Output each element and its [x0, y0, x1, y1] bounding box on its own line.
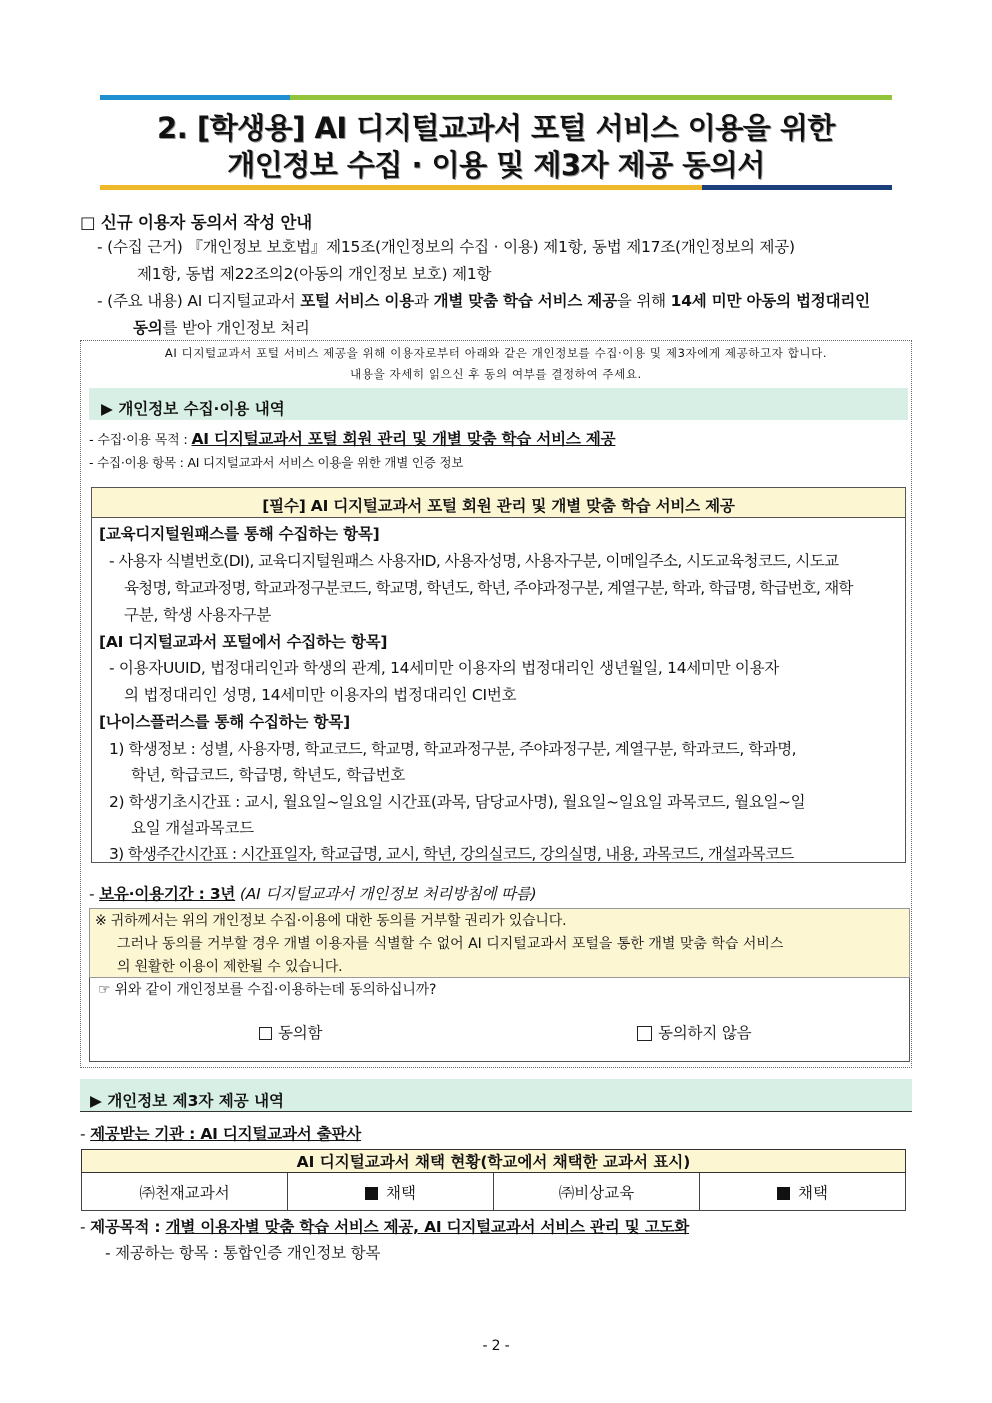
third-party-heading — [80, 1079, 912, 1112]
guide-content-b3: 14세 미만 아동의 법정대리인 — [670, 292, 870, 310]
agree-option[interactable] — [259, 1021, 322, 1043]
guide-content-2 — [133, 316, 310, 338]
guide-content-mid1: 과 — [414, 292, 434, 310]
title-top-bar-green — [290, 95, 892, 100]
guide-content-b2: 개별 맞춤 학습 서비스 제공 — [433, 292, 617, 310]
publisher1-cell: ㈜천재교과서 — [82, 1173, 288, 1211]
notice-line2: 그러나 동의를 거부할 경우 개별 이용자를 식별할 수 없어 AI 디지털교과서 포털을 통한 개별 맞춤 학습 서비스 — [117, 936, 784, 952]
sec3-item1a: 1) 학생정보 : 성별, 사용자명, 학교코드, 학교명, 학교과정구분, 주야과정구분, 계열구분, 학과코드, 학과명, — [109, 740, 797, 758]
notice-line1: ※ 귀하께서는 위의 개인정보 수집·이용에 대한 동의를 거부할 권리가 있습니다. — [95, 913, 567, 929]
adoption-table-header-row — [82, 1150, 906, 1173]
guide-basis-2: 제1항, 동법 제22조의2(아동의 개인정보 보호) 제1항 — [137, 265, 492, 283]
recipient-prefix: - — [80, 1125, 91, 1143]
adoption-table — [81, 1149, 906, 1211]
recipient-bold: 제공받는 기관 : AI 디지털교과서 출판사 — [90, 1125, 362, 1143]
provide-items-line: - 제공하는 항목 : 통합인증 개인정보 항목 — [105, 1244, 381, 1262]
sec1-line3: 구분, 학생 사용자구분 — [124, 606, 272, 624]
sec2-line2: 의 법정대리인 성명, 14세미만 이용자의 법정대리인 CI번호 — [124, 686, 517, 704]
sec3-title: [나이스플러스를 통해 수집하는 항목] — [99, 713, 350, 731]
guide-content-1 — [97, 289, 870, 311]
status1-label: 채택 — [386, 1183, 416, 1202]
retention-bold: 보유·이용기간 : 3년 — [99, 885, 236, 903]
provide-purpose-label: 제공목적 : — [90, 1218, 166, 1236]
purpose-value: AI 디지털교과서 포털 회원 관리 및 개별 맞춤 학습 서비스 제공 — [191, 430, 616, 448]
sec1-line1: - 사용자 식별번호(DI), 교육디지털원패스 사용자ID, 사용자성명, 사용자구분, 이메일주소, 시도교육청코드, 시도교 — [109, 552, 839, 570]
agree-label: 동의함 — [278, 1024, 323, 1042]
purpose-line — [89, 427, 615, 449]
disagree-checkbox[interactable] — [637, 1026, 652, 1041]
guide-content-b4: 동의 — [133, 319, 163, 337]
form-intro-1: AI 디지털교과서 포털 서비스 제공을 위해 이용자로부터 아래와 같은 개인정보를 수집·이용 및 제3자에게 제공하고자 합니다. — [164, 346, 828, 360]
provide-purpose-line — [80, 1215, 689, 1237]
provide-purpose-value: 개별 이용자별 맞춤 학습 서비스 제공, AI 디지털교과서 서비스 관리 및 고도화 — [165, 1218, 690, 1236]
retention-italic: (AI 디지털교과서 개인정보 처리방침에 따름) — [235, 885, 537, 903]
purpose-label: - 수집·이용 목적 : — [89, 433, 192, 448]
third-party-heading-text: ▶ 개인정보 제3자 제공 내역 — [90, 1092, 285, 1110]
title-bottom-bar-navy — [702, 185, 892, 190]
guide-heading: □ 신규 이용자 동의서 작성 안내 — [80, 213, 312, 232]
guide-basis-1: - (수집 근거) 『개인정보 보호법』제15조(개인정보의 수집 · 이용) 제1항, 동법 제17조(개인정보의 제공) — [97, 238, 795, 256]
page-title-line1: 2. [학생용] AI 디지털교과서 포털 서비스 이용을 위한 — [157, 111, 835, 145]
guide-content-prefix: - (주요 내용) AI 디지털교과서 — [97, 292, 301, 310]
sec3-item1b: 학년, 학급코드, 학급명, 학년도, 학급번호 — [131, 766, 406, 784]
adopt-marker-1 — [365, 1187, 378, 1200]
sec2-line1: - 이용자UUID, 법정대리인과 학생의 관계, 14세미만 이용자의 법정대리인 생년월일, 14세미만 이용자 — [109, 659, 779, 677]
provide-purpose-prefix: - — [80, 1218, 91, 1236]
agree-checkbox[interactable] — [259, 1027, 272, 1040]
guide-content-b1: 포털 서비스 이용 — [300, 292, 415, 310]
agree-question: ☞ 위와 같이 개인정보를 수집·이용하는데 동의하십니까? — [98, 982, 437, 998]
retention-prefix: - — [89, 885, 100, 903]
form-intro-2: 내용을 자세히 읽으신 후 동의 여부를 결정하여 주세요. — [350, 367, 642, 381]
sec3-item2b: 요일 개설과목코드 — [131, 819, 254, 837]
disagree-option[interactable] — [637, 1021, 751, 1043]
title-bottom-bar-yellow — [100, 185, 702, 190]
status1-cell — [288, 1173, 494, 1211]
guide-content-suffix: 를 받아 개인정보 처리 — [162, 319, 310, 337]
adoption-table-row — [82, 1173, 906, 1211]
title-top-bar-blue — [100, 95, 290, 100]
disagree-label: 동의하지 않음 — [658, 1024, 752, 1042]
sec1-title: [교육디지털원패스를 통해 수집하는 항목] — [99, 525, 380, 543]
status2-label: 채택 — [798, 1183, 828, 1202]
notice-line3: 의 원활한 이용이 제한될 수 있습니다. — [117, 959, 343, 975]
publisher2-cell: ㈜비상교육 — [494, 1173, 700, 1211]
collect-heading-text: ▶ 개인정보 수집·이용 내역 — [101, 400, 285, 418]
guide-content-mid2: 을 위해 — [616, 292, 671, 310]
sec3-item2a: 2) 학생기초시간표 : 교시, 월요일~일요일 시간표(과목, 담당교사명), 월요일~일요일 과목코드, 월요일~일 — [109, 793, 806, 811]
status2-cell — [700, 1173, 906, 1211]
sec1-line2: 육청명, 학교과정명, 학교과정구분코드, 학교명, 학년도, 학년, 주야과정구분, 계열구분, 학과, 학급명, 학급번호, 재학 — [124, 579, 853, 597]
recipient-line — [80, 1122, 361, 1144]
collect-heading — [89, 388, 908, 420]
adoption-table-title: AI 디지털교과서 채택 현황(학교에서 채택한 교과서 표시) — [82, 1150, 906, 1173]
sec2-title: [AI 디지털교과서 포털에서 수집하는 항목] — [99, 633, 388, 651]
retention-line — [89, 882, 536, 904]
adopt-marker-2 — [777, 1187, 790, 1200]
sec3-item3: 3) 학생주간시간표 : 시간표일자, 학교급명, 교시, 학년, 강의실코드, 강의실명, 내용, 과목코드, 개설과목코드 — [109, 845, 794, 863]
items-line: - 수집·이용 항목 : AI 디지털교과서 서비스 이용을 위한 개별 인증 정보 — [89, 455, 464, 470]
required-title: [필수] AI 디지털교과서 포털 회원 관리 및 개별 맞춤 학습 서비스 제공 — [262, 497, 735, 515]
page-number: - 2 - — [482, 1338, 510, 1354]
page-title-line2: 개인정보 수집 · 이용 및 제3자 제공 동의서 — [227, 148, 765, 182]
